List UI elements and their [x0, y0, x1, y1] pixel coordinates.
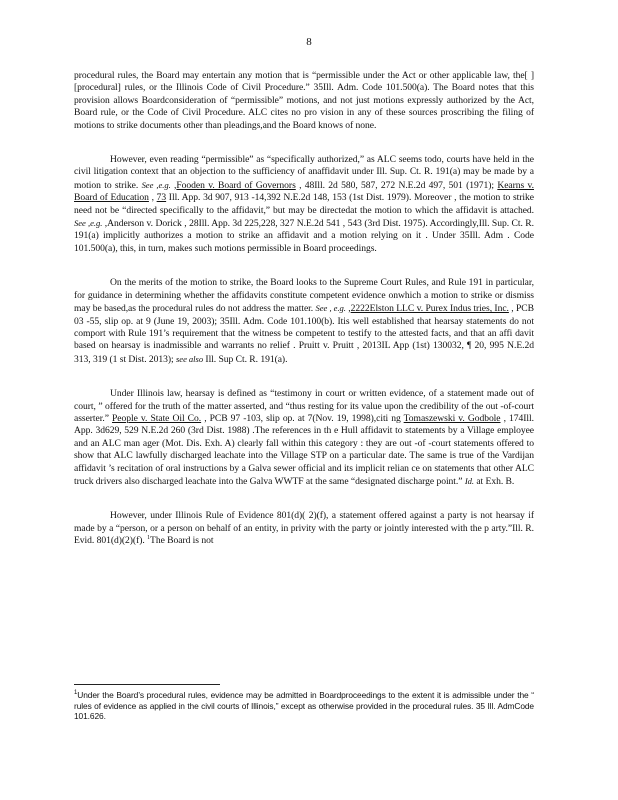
- paragraph-2-text-c: , 48Ill. 2d 580, 587, 272 N.E.2d 497, 501 (1971);: [295, 179, 498, 191]
- footnote-mark: 1: [74, 690, 78, 697]
- see-eg-signal-2: See ,e.g.: [74, 218, 103, 229]
- footnote-divider: [74, 684, 220, 685]
- paragraph-3: [74, 277, 534, 366]
- paragraph-2-text-b: ,: [170, 179, 177, 191]
- page-number: 8: [306, 36, 312, 48]
- paragraph-5-text-a: However, under Illinois Rule of Evidence 801(d)( 2)(f), a statement offered against a party is not hearsay if made by a “person, or a person on behalf of an entity, in privity with the party or jointly interested with the p arty.”Ill. R. Evid. 801(d)(2)(f).: [74, 510, 534, 547]
- paragraph-3-text-a: On the merits of the motion to strike, the Board looks to the Supreme Court Rules, and Rule 191 in particular, for guidance in determining whether the affidavits constitute competent evidence onwhich a motion to strike or dismiss may be based,as the procedural rules do not address the matter.: [74, 277, 534, 315]
- see-eg-signal-3: See , e.g.: [315, 303, 346, 314]
- id-signal: Id.: [464, 475, 474, 486]
- paragraph-4-text-a: Under Illinois law, hearsay is defined as “testimony in court or written evidence, of a statement made out of court, ” offered for the truth of the matter asserted, and “thus resting for its value upon the credibility of the out -of-court asserter.”: [74, 388, 534, 424]
- see-eg-signal: See ,e.g.: [141, 179, 171, 190]
- paragraph-2: [74, 154, 534, 255]
- case-citation-fooden: Fooden v. Board of Governors: [176, 179, 296, 191]
- document-body: [74, 70, 534, 548]
- paragraph-4: [74, 388, 534, 488]
- case-citation-kearns: Kearns v. Board of Education: [74, 179, 534, 204]
- paragraph-1-text: procedural rules, the Board may entertain any motion that is “permissible under the Act or other applicable law, the[ ] [procedural] rules, or the Illinois Code of Civil Procedure.” 35Ill. Adm. Code 101.500(a). The Board notes that this provision allows Boardconsideration of “permissible” motions, and not just motions expressly authorized by the Act, Board rule, or the Code of Civil Procedure. ALC cites no pro vision in any of these sources proscribing the filing of motions to strike documents other than pleadings,and the Board knows of none.: [74, 70, 534, 131]
- footnote-reference[interactable]: 1: [147, 535, 151, 541]
- paragraph-2-text-d: ,: [148, 192, 157, 204]
- case-citation-elston: 2222Elston LLC v. Purex Indus tries, Inc.: [350, 303, 509, 315]
- case-citation-state-oil: People v. State Oil Co.: [112, 412, 202, 424]
- case-citation-tomaszewski: Tomaszewski v. Godbole: [403, 412, 501, 424]
- paragraph-3-text-d: Ill. Sup Ct. R. 191(a).: [203, 353, 288, 365]
- paragraph-4-text-c: , 174Ill. App. 3d629, 529 N.E.2d 260 (3rd Dist. 1988) .The references in th e Hull affidavit to statements by a Village employee and an ALC man ager (Mot. Dis. Exh. A) clearly fall within this category : they are out -of -court statements offered to show that ALC lawfully discharged leachate into the Village STP on a particular date. The same is true of the Vardijan affidavit ’s recitation of oral instructions by a Galva sewer official and its implicit relian ce on statements that other ALC truck drivers also discharged leachate into the Galva WWTF at the same “designated discharge point.”: [74, 412, 534, 487]
- paragraph-5-text-b: The Board is not: [150, 535, 214, 547]
- paragraph-3-text-b: ,: [345, 303, 351, 315]
- paragraph-1: [74, 70, 534, 132]
- paragraph-2-text-f: ,Anderson v. Dorick , 28Ill. App. 3d 225,228, 327 N.E.2d 541 , 543 (3rd Dist. 1975). Accordingly,Ill. Sup. Ct. R. 191(a) implicitly authorizes a motion to strike an affidavit and a motion relying on it . Under 35Ill. Adm . Code 101.500(a), this, in turn, makes such motions permissible in Board proceedings.: [74, 218, 535, 254]
- paragraph-3-text-c: , PCB 03 -55, slip op. at 9 (June 19, 2003); 35Ill. Adm. Code 101.100(b). Itis well established that hearsay statements do not comport with Rule 191’s requirement that the witness be competent to testify to the attested facts, and that an affi davit based on hearsay is inadmissible and warrants no relief . Pruitt v. Pruitt , 2013IL App (1st) 130032, ¶ 20, 995 N.E.2d 313, 319 (1 st Dist. 2013);: [74, 303, 534, 365]
- paragraph-2-text-a: However, even reading “permissible” as “specifically authorized,” as ALC seems todo, courts have held in the civil litigation context that an objection to the sufficiency of anaffidavit under Ill. Sup. Ct. R. 191(a) may be made by a motion to strike.: [74, 154, 534, 191]
- case-citation-kearns-volume: 73: [156, 192, 167, 204]
- paragraph-2-text-e: Ill. App. 3d 907, 913 -14,392 N.E.2d 148, 153 (1st Dist. 1979). Moreover , the motion to strike need not be “directed specifically to the affidavit,” but may be directedat the motion to which the affidavit is attached.: [74, 192, 535, 216]
- footnote-text: Under the Board’s procedural rules, evidence may be admitted in Boardproceedings to the extent it is admissible under the “ rules of evidence as applied in the civil courts of Illinois,” except as otherwise provided in the procedural rules. 35 Ill. AdmCode 101.626.: [74, 690, 534, 722]
- footnote: [74, 690, 534, 722]
- see-also-signal: see also: [176, 353, 204, 364]
- paragraph-4-text-d: at Exh. B.: [474, 475, 515, 487]
- paragraph-5: [74, 510, 534, 547]
- paragraph-4-text-b: , PCB 97 -103, slip op. at 7(Nov. 19, 1998),citi ng: [201, 412, 404, 424]
